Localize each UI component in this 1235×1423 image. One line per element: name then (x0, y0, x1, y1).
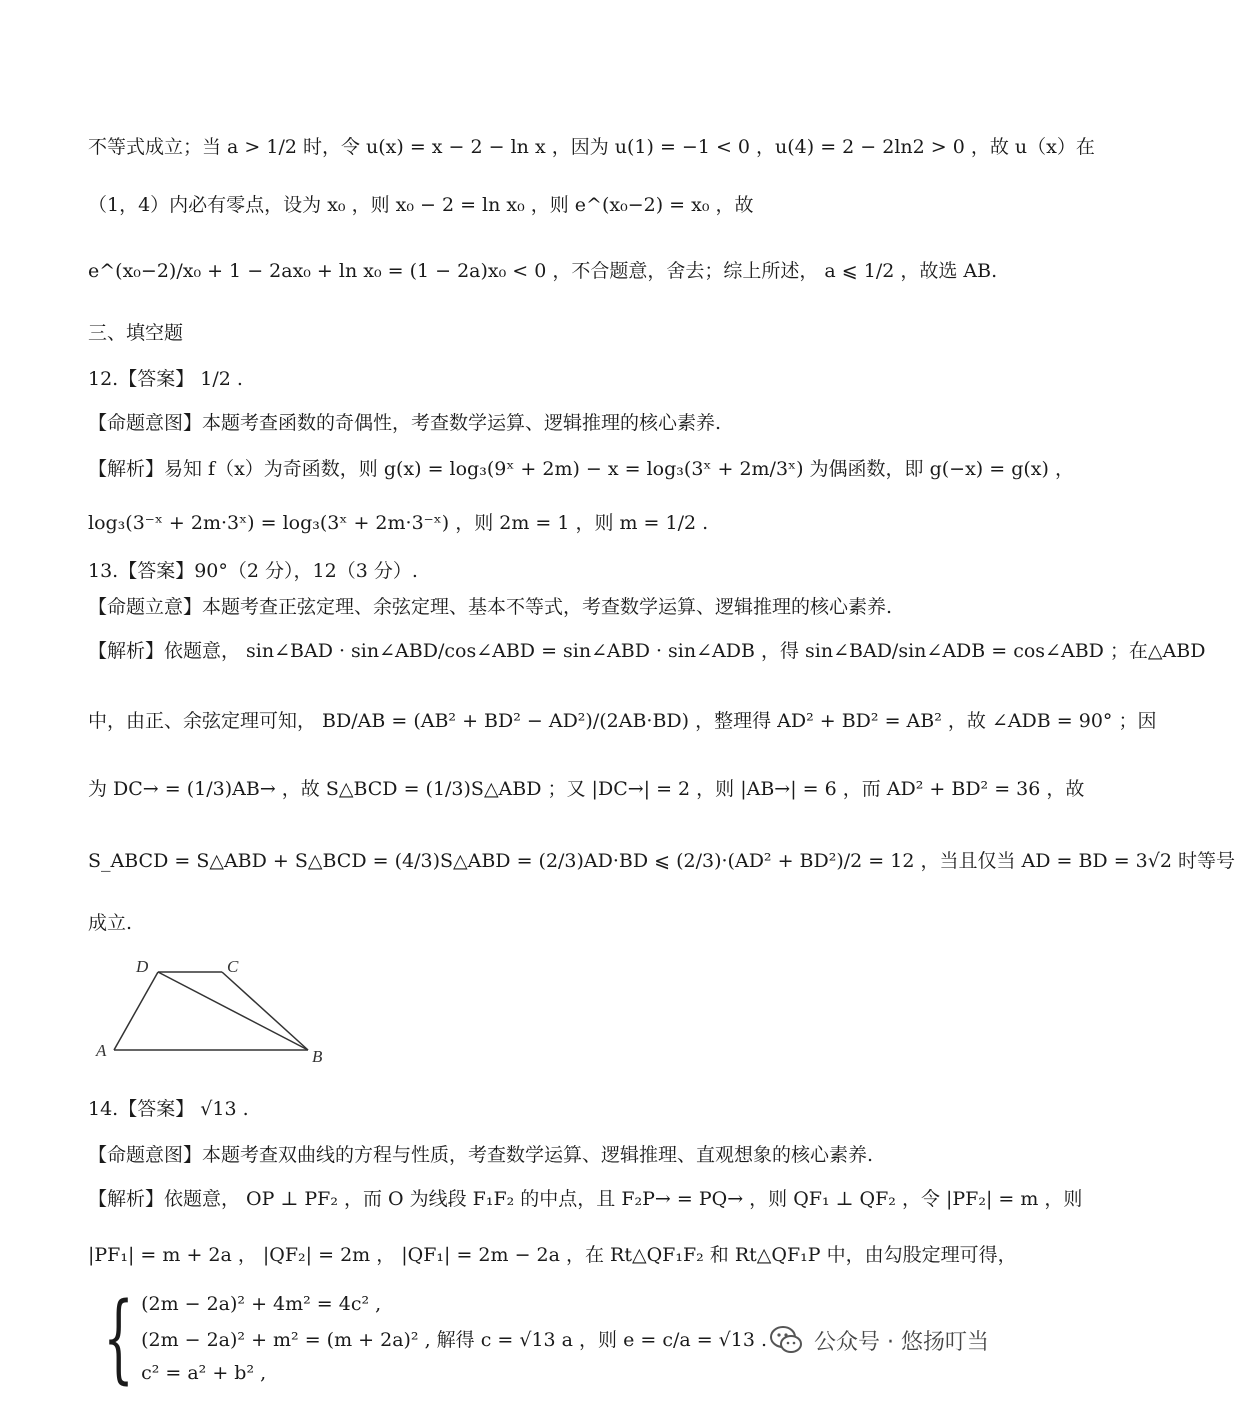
text-line: 成立. (88, 912, 133, 934)
answer-line: 14.【答案】 √13 . (88, 1098, 249, 1120)
wechat-icon (768, 1322, 804, 1358)
text-line: 【解析】依题意， sin∠BAD · sin∠ABD/cos∠ABD = sin∠ABD · sin∠ADB ，得 sin∠BAD/sin∠ADB = cos∠ABD ；在△ABD (88, 640, 1206, 662)
section-heading: 三、填空题 (88, 322, 184, 344)
answer-line: 12.【答案】 1/2 . (88, 368, 243, 390)
segment-db (158, 972, 308, 1050)
text-line: |PF₁| = m + 2a ， |QF₂| = 2m ， |QF₁| = 2m − 2a ，在 Rt△QF₁F₂ 和 Rt△QF₁P 中，由勾股定理可得， (88, 1244, 1017, 1266)
segment-da (114, 972, 158, 1050)
text-line: 【命题意图】本题考查函数的奇偶性，考查数学运算、逻辑推理的核心素养. (88, 412, 722, 434)
watermark (768, 1322, 989, 1358)
text-line: 【解析】依题意， OP ⊥ PF₂ ，而 O 为线段 F₁F₂ 的中点，且 F₂P→ = PQ→ ，则 QF₁ ⊥ QF₂ ，令 |PF₂| = m ，则 (88, 1188, 1083, 1210)
text-line: 中，由正、余弦定理可知， BD/AB = (AB² + BD² − AD²)/(2AB·BD) ，整理得 AD² + BD² = AB² ，故 ∠ADB = 90° ；因 (88, 710, 1157, 732)
equation-row: c² = a² + b² , (141, 1361, 267, 1384)
text-line: 【命题立意】本题考查正弦定理、余弦定理、基本不等式，考查数学运算、逻辑推理的核心素养. (88, 596, 893, 618)
text-line: S_ABCD = S△ABD + S△BCD = (4/3)S△ABD = (2/3)AD·BD ⩽ (2/3)·(AD² + BD²)/2 = 12 ，当且仅当 AD = BD = 3√2 时等号 (88, 850, 1235, 872)
equation-row: (2m − 2a)² + 4m² = 4c² , (141, 1292, 382, 1315)
answer-line: 13.【答案】90°（2 分），12（3 分）. (88, 560, 418, 582)
text-line: 为 DC→ = (1/3)AB→ ，故 S△BCD = (1/3)S△ABD ；又 |DC→| = 2 ，则 |AB→| = 6 ，而 AD² + BD² = 36 ，故 (88, 778, 1085, 800)
watermark-text: 公众号 · 悠扬叮当 (814, 1329, 989, 1355)
trapezoid-figure (90, 950, 340, 1070)
text-line: 【解析】易知 f（x）为奇函数，则 g(x) = log₃(9ˣ + 2m) − x = log₃(3ˣ + 2m/3ˣ) 为偶函数，即 g(−x) = g(x) ， (88, 458, 1074, 480)
text-line: e^(x₀−2)/x₀ + 1 − 2ax₀ + ln x₀ = (1 − 2a)x₀ < 0 ，不合题意，舍去；综上所述， a ⩽ 1/2 ，故选 AB. (88, 260, 998, 282)
equation-row: (2m − 2a)² + m² = (m + 2a)² , 解得 c = √13 a ，则 e = c/a = √13 . (141, 1328, 768, 1351)
segment-cb (222, 972, 308, 1050)
label-b: B (312, 1047, 323, 1066)
brace-icon: { (103, 1282, 134, 1394)
equation-system (88, 1282, 768, 1394)
text-line: 【命题意图】本题考查双曲线的方程与性质，考查数学运算、逻辑推理、直观想象的核心素养. (88, 1144, 874, 1166)
text-line: 不等式成立；当 a > 1/2 时，令 u(x) = x − 2 − ln x ，因为 u(1) = −1 < 0 ，u(4) = 2 − 2ln2 > 0 ，故 u（x）在 (88, 136, 1095, 158)
label-a: A (96, 1041, 107, 1060)
text-line: （1，4）内必有零点，设为 x₀ ，则 x₀ − 2 = ln x₀ ，则 e^(x₀−2) = x₀ ，故 (88, 194, 754, 216)
text-line: log₃(3⁻ˣ + 2m·3ˣ) = log₃(3ˣ + 2m·3⁻ˣ) ，则 2m = 1 ，则 m = 1/2 . (88, 512, 709, 534)
label-c: C (227, 957, 239, 976)
label-d: D (136, 957, 149, 976)
